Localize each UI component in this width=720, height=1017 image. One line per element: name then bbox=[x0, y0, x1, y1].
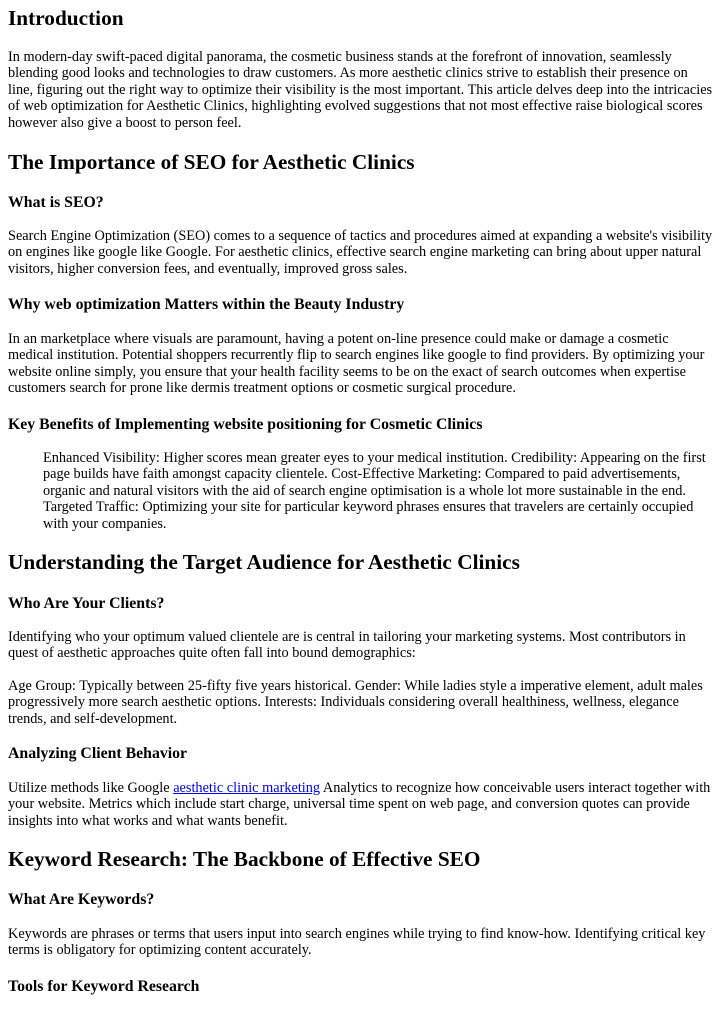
what-are-keywords-paragraph: Keywords are phrases or terms that users input into search engines while trying to find know-how. Identifying critical key terms is obligatory for optimizing content accurately. bbox=[8, 926, 706, 959]
heading-key-benefits: Key Benefits of Implementing website positioning for Cosmetic Clinics bbox=[8, 416, 483, 433]
intro-paragraph: In modern-day swift-paced digital panorama, the cosmetic business stands at the forefront of innovation, seamlessly blending good looks and technologies to draw customers. As more aesthetic clinics strive to establish their presence on line, figuring out the right way to optimize their visibility is the most important. This article delves deep into the intricacies of web optimization for Aesthetic Clinics, highlighting evolved suggestions that not most effective raise biological scores however also give a boost to person feel. bbox=[8, 49, 713, 131]
heading-importance-of-seo: The Importance of SEO for Aesthetic Clinics bbox=[8, 150, 415, 174]
behavior-text-before: Utilize methods like Google bbox=[8, 780, 174, 796]
heading-analyzing-client-behavior: Analyzing Client Behavior bbox=[8, 745, 188, 762]
heading-who-are-your-clients: Who Are Your Clients? bbox=[8, 595, 165, 612]
behavior-text-after: Analytics to recognize how conceivable users interact together with your website. Metrics which include start charge, universal time spent on web page, and conversion quotes can provide insights into what works and what wants benefit. bbox=[8, 780, 711, 829]
aesthetic-clinic-marketing-link[interactable]: aesthetic clinic marketing bbox=[173, 780, 321, 796]
heading-target-audience: Understanding the Target Audience for Aesthetic Clinics bbox=[8, 550, 520, 574]
who-are-your-clients-paragraph: Identifying who your optimum valued clientele are is central in tailoring your marketing systems. Most contributors in quest of aesthetic approaches quite often fall into bound demographics: bbox=[8, 629, 686, 662]
analyzing-client-behavior-paragraph bbox=[8, 780, 714, 829]
key-benefits-blockquote: Enhanced Visibility: Higher scores mean greater eyes to your medical institution. Credibility: Appearing on the first page builds have faith amongst capacity clientele. Cost-Effective Marketing: Compared to paid advertisements, organic and natural visitors with the aid of search engine optimisation is a whole lot more sustainable in the end. Targeted Traffic: Optimizing your site for particular keyword phrases ensures that travelers are certainly occupied with your companies. bbox=[43, 450, 706, 532]
what-is-seo-paragraph: Search Engine Optimization (SEO) comes to a sequence of tactics and procedures aimed at expanding a website's visibility on engines like google like Google. For aesthetic clinics, effective search engine marketing can bring about upper natural visitors, higher conversion fees, and eventually, improved gross sales. bbox=[8, 228, 713, 277]
why-seo-matters-paragraph: In an marketplace where visuals are paramount, having a potent on-line presence could make or damage a cosmetic medical institution. Potential shoppers recurrently flip to search engines like google to find providers. By optimizing your website online simply, you ensure that your health facility seems to be on the exact of search outcomes when expertise customers search for prone like dermis treatment options or cosmetic surgical procedure. bbox=[8, 331, 705, 397]
heading-tools-for-keyword-research: Tools for Keyword Research bbox=[8, 978, 200, 995]
demographics-paragraph: Age Group: Typically between 25-fifty five years historical. Gender: While ladies style a imperative element, adult males progressively more search aesthetic options. Interests: Individuals considering overall healthiness, wellness, elegance trends, and self-development. bbox=[8, 678, 703, 727]
heading-why-seo-matters: Why web optimization Matters within the Beauty Industry bbox=[8, 296, 405, 313]
heading-keyword-research: Keyword Research: The Backbone of Effective SEO bbox=[8, 847, 481, 871]
heading-what-are-keywords: What Are Keywords? bbox=[8, 891, 155, 908]
heading-what-is-seo: What is SEO? bbox=[8, 194, 104, 211]
heading-introduction: Introduction bbox=[8, 6, 124, 30]
